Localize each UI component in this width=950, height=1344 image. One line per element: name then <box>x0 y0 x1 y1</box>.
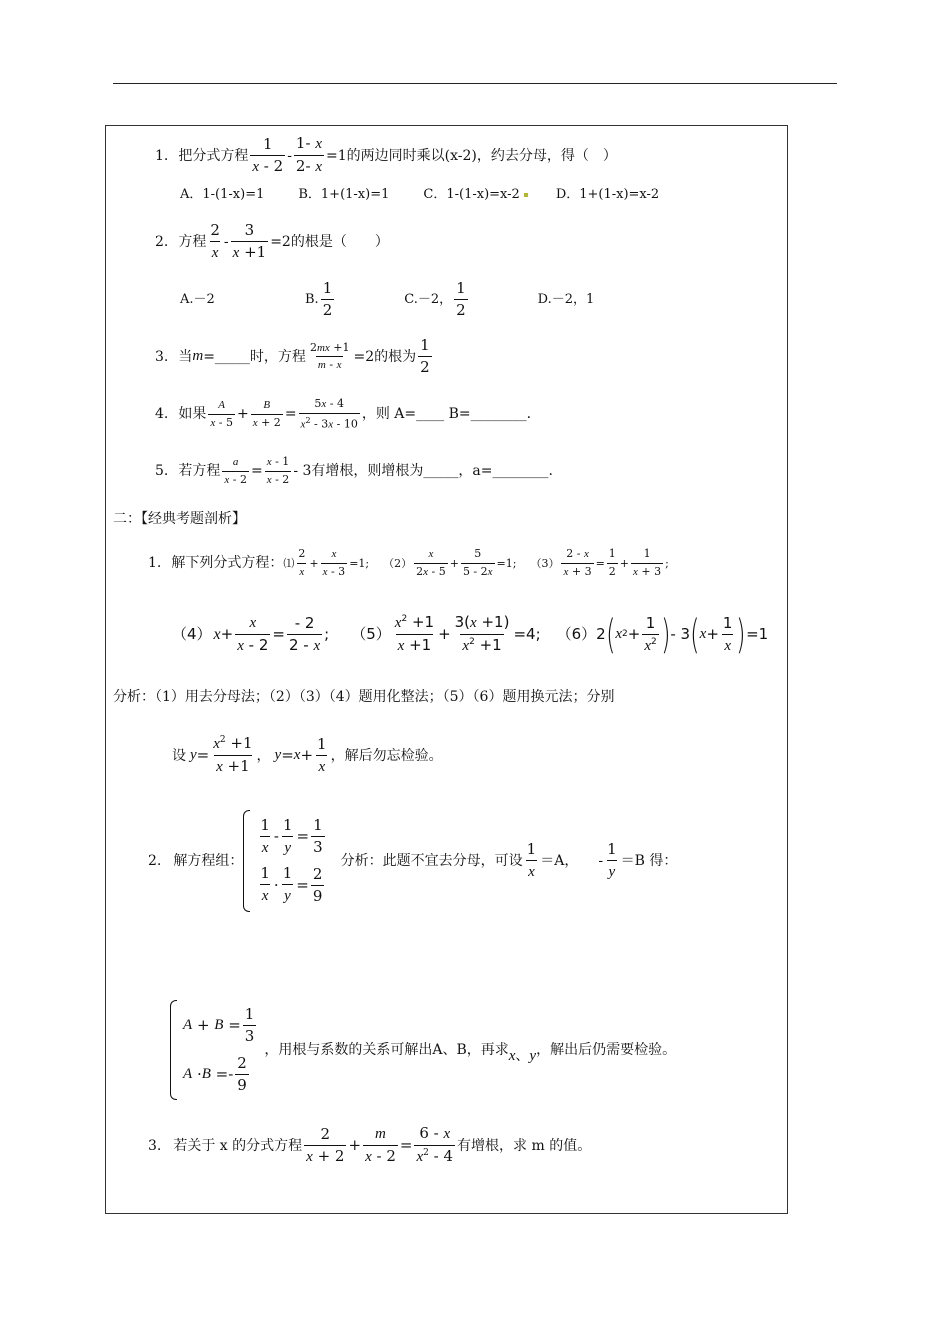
problem-1: 1. 解下列分式方程： ⑴ $\frac{2}{x}$ + $\frac{x}{x - 3}$ =1; （2） $\frac{x}{2x - 5}$ + $\frac{5}{5 - 2x}$ =1; （3） $\frac{2 - x}{x + 3}$ = $\frac{1}{2}$ + $\frac{1}{x + 3}$ ; <box>148 547 669 578</box>
section-2-title: 二：【经典考题剖析】 <box>113 511 246 527</box>
question-2-options: A.－2 B. $\frac{1}{2}$ C.－2， $\frac{1}{2}$ D.－2，1 <box>180 279 595 320</box>
header-rule <box>113 83 837 84</box>
question-4: 4. 如果 $\frac{A}{x - 5}$ + $\frac{B}{x + 2}$ = $\frac{5x - 4}{x^2 - 3x - 10}$ ，则 A=____ B=________. <box>155 397 532 431</box>
question-5: 5. 若方程 $\frac{a}{x - 2}$ = $\frac{x - 1}{x - 2}$ - 3 有增根，则增根为_____，a=________. <box>155 455 553 486</box>
analysis-1-line-1: 分析：（1）用去分母法；（2）（3）（4）题用化整法；（5）（6）题用换元法；分别 <box>113 689 615 705</box>
problem-3: 3. 若关于 x 的分式方程 $\frac{2}{x + 2}$ + $\frac{m}{x - 2}$ = $\frac{6 - x}{x^2 - 4}$ 有增根，求 m 的值。 <box>148 1124 592 1166</box>
problem-2-system: A + B = $\frac{1}{3}$ A · B =- $\frac{2}{9}$ ，用根与系数的关系可解出A、B，再求 x 、 y ，解出后仍需要检验。 <box>170 1000 676 1100</box>
analysis-1-line-2: 设 y = $\frac{x^2 +1}{x +1}$ ， y = x + $\frac{1}{x}$ ，解后勿忘检验。 <box>172 734 443 776</box>
problem-2: 2. 解方程组： $\frac{1}{x}$ - $\frac{1}{y}$ = $\frac{1}{3}$ $\frac{1}{x}$ · $\frac{1}{y}$ = $\frac{2}{9}$ 分析：此题不宜去分母，可设 $\frac{1}{x}$ ＝A， - $\frac{1}{y}$ ＝B 得： <box>148 810 677 912</box>
question-1: 1. 把分式方程 $\frac{1}{x - 2}$ - $\frac{1- x}{2- x}$ =1的两边同时乘以(x-2)，约去分母，得（ ） <box>155 134 617 176</box>
problem-1-row-2: （4） x + $\frac{x}{x - 2}$ = $\frac{- 2}{2 - x}$ ; （5） $\frac{x^2 +1}{x +1}$ + $\frac{3(x +1)}{x^2 +1}$ =4; （6） 2 ( x 2 + $\frac{1}{x^2}$ ) - 3 ( x + $\frac{1}{x}$ ) =1 <box>172 611 769 658</box>
question-3: 3. 当 m =_____时，方程 $\frac{2mx +1}{m - x}$ =2的根为 $\frac{1}{2}$ <box>155 336 430 377</box>
question-1-options: A．1-(1-x)=1 B．1+(1-x)=1 C．1-(1-x)=x-2 D．1+(1-x)=x-2 <box>180 187 660 202</box>
question-2: 2. 方程 $\frac{2}{x}$ - $\frac{3}{x +1}$ =2的根是（ ） <box>155 221 389 262</box>
